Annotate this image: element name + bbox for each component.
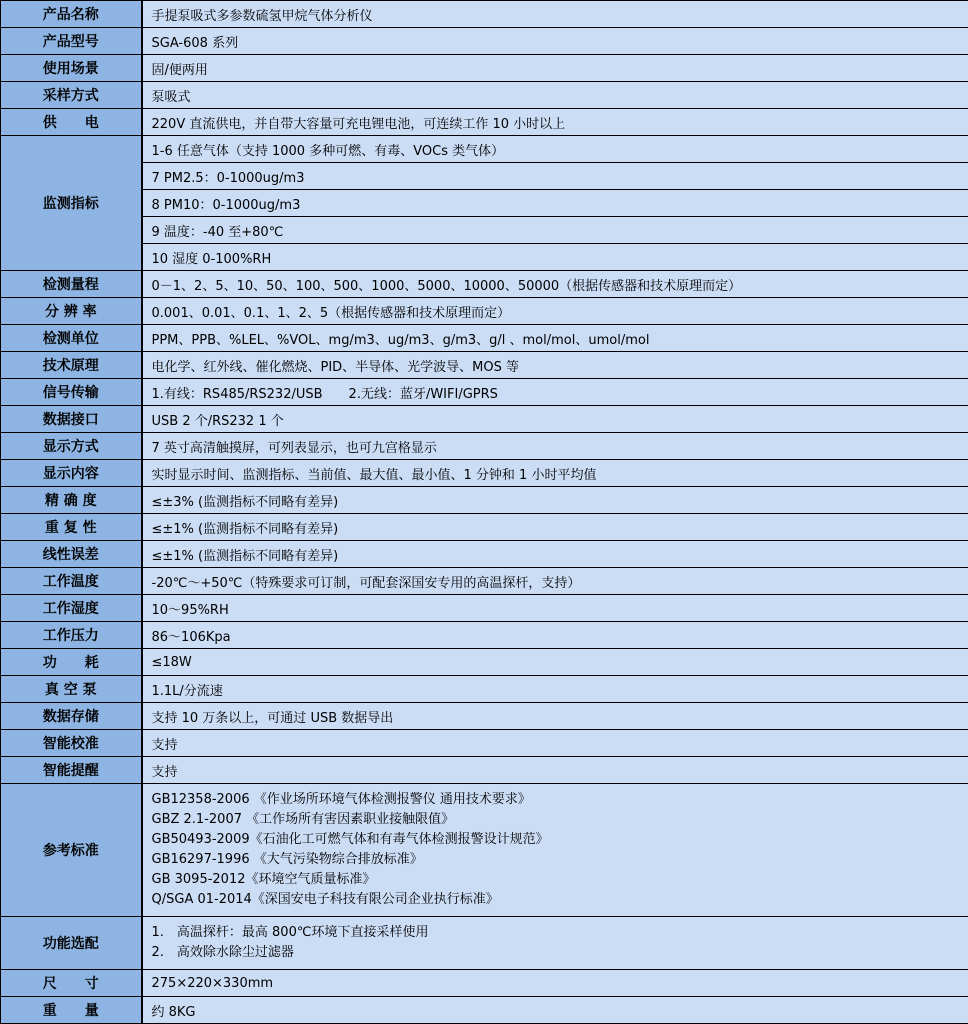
spec-value-line: GB16297-1996 《大气污染物综合排放标准》 <box>152 850 965 870</box>
table-row <box>1 487 968 514</box>
spec-value-line: Q/SGA 01-2014《深国安电子科技有限公司企业执行标准》 <box>152 890 965 910</box>
table-row <box>1 325 968 352</box>
spec-label: 采样方式 <box>1 82 142 109</box>
spec-value: -20℃～+50℃（特殊要求可订制，可配套深国安专用的高温探杆，支持） <box>142 568 968 595</box>
table-row <box>1 244 968 271</box>
spec-value: 275×220×330mm <box>142 970 968 997</box>
spec-label: 供 电 <box>1 109 142 136</box>
spec-value: ≤±3% (监测指标不同略有差异) <box>142 487 968 514</box>
spec-label: 产品名称 <box>1 1 142 28</box>
spec-label: 信号传输 <box>1 379 142 406</box>
spec-label: 监测指标 <box>1 136 142 271</box>
spec-value-line: 2. 高效除水除尘过滤器 <box>152 943 965 963</box>
spec-value: 实时显示时间、监测指标、当前值、最大值、最小值、1 分钟和 1 小时平均值 <box>142 460 968 487</box>
table-row <box>1 217 968 244</box>
spec-value: 支持 <box>142 757 968 784</box>
table-row <box>1 784 968 917</box>
spec-label: 显示内容 <box>1 460 142 487</box>
spec-value: 10 湿度 0-100%RH <box>142 244 968 271</box>
spec-label: 工作湿度 <box>1 595 142 622</box>
spec-value: ≤18W <box>142 649 968 676</box>
spec-label: 线性误差 <box>1 541 142 568</box>
spec-label: 显示方式 <box>1 433 142 460</box>
spec-value: 7 英寸高清触摸屏，可列表显示，也可九宫格显示 <box>142 433 968 460</box>
spec-value: 0.001、0.01、0.1、1、2、5（根据传感器和技术原理而定） <box>142 298 968 325</box>
table-row <box>1 514 968 541</box>
spec-value: PPM、PPB、%LEL、%VOL、mg/m3、ug/m3、g/m3、g/l 、mol/mol、umol/mol <box>142 325 968 352</box>
table-row <box>1 757 968 784</box>
table-row <box>1 433 968 460</box>
table-row <box>1 298 968 325</box>
spec-value-line: GB 3095-2012《环境空气质量标准》 <box>152 870 965 890</box>
table-row <box>1 163 968 190</box>
table-row <box>1 917 968 970</box>
spec-label: 参考标准 <box>1 784 142 917</box>
spec-value: 8 PM10：0-1000ug/m3 <box>142 190 968 217</box>
spec-value: 支持 10 万条以上，可通过 USB 数据导出 <box>142 703 968 730</box>
spec-label: 检测单位 <box>1 325 142 352</box>
spec-value-line: GB12358-2006 《作业场所环境气体检测报警仪 通用技术要求》 <box>152 790 965 810</box>
table-row <box>1 28 968 55</box>
spec-value: 1.有线：RS485/RS232/USB 2.无线：蓝牙/WIFI/GPRS <box>142 379 968 406</box>
spec-value: ≤±1% (监测指标不同略有差异) <box>142 514 968 541</box>
spec-label: 智能校准 <box>1 730 142 757</box>
spec-value-line: 1. 高温探杆：最高 800℃环境下直接采样使用 <box>152 923 965 943</box>
table-row <box>1 352 968 379</box>
spec-value <box>142 784 968 917</box>
spec-label: 产品型号 <box>1 28 142 55</box>
spec-value: ≤±1% (监测指标不同略有差异) <box>142 541 968 568</box>
spec-value: 86～106Kpa <box>142 622 968 649</box>
spec-value: 固/便两用 <box>142 55 968 82</box>
spec-value: 手提泵吸式多参数硫氢甲烷气体分析仪 <box>142 1 968 28</box>
spec-label: 检测量程 <box>1 271 142 298</box>
spec-label: 功 耗 <box>1 649 142 676</box>
spec-label: 精 确 度 <box>1 487 142 514</box>
table-row <box>1 82 968 109</box>
spec-value: 泵吸式 <box>142 82 968 109</box>
spec-label: 工作压力 <box>1 622 142 649</box>
spec-label: 数据接口 <box>1 406 142 433</box>
spec-value-line: GB50493-2009《石油化工可燃气体和有毒气体检测报警设计规范》 <box>152 830 965 850</box>
table-row <box>1 997 968 1024</box>
table-row <box>1 703 968 730</box>
spec-label: 重 复 性 <box>1 514 142 541</box>
spec-label: 尺 寸 <box>1 970 142 997</box>
spec-value: SGA-608 系列 <box>142 28 968 55</box>
table-row <box>1 970 968 997</box>
table-row <box>1 136 968 163</box>
spec-label: 智能提醒 <box>1 757 142 784</box>
spec-label: 工作温度 <box>1 568 142 595</box>
table-row <box>1 1 968 28</box>
spec-label: 功能选配 <box>1 917 142 970</box>
spec-value: 1.1L/分流速 <box>142 676 968 703</box>
table-row <box>1 649 968 676</box>
table-row <box>1 460 968 487</box>
spec-value: 220V 直流供电，并自带大容量可充电锂电池，可连续工作 10 小时以上 <box>142 109 968 136</box>
spec-label: 使用场景 <box>1 55 142 82</box>
spec-table-body <box>1 1 968 1024</box>
spec-value: 9 温度：-40 至+80℃ <box>142 217 968 244</box>
spec-value <box>142 917 968 970</box>
table-row <box>1 55 968 82</box>
table-row <box>1 406 968 433</box>
spec-value: USB 2 个/RS232 1 个 <box>142 406 968 433</box>
spec-value-line: GBZ 2.1-2007 《工作场所有害因素职业接触限值》 <box>152 810 965 830</box>
spec-value: 支持 <box>142 730 968 757</box>
table-row <box>1 676 968 703</box>
table-row <box>1 109 968 136</box>
spec-label: 重 量 <box>1 997 142 1024</box>
table-row <box>1 730 968 757</box>
spec-label: 数据存储 <box>1 703 142 730</box>
spec-value: 约 8KG <box>142 997 968 1024</box>
spec-value: 10～95%RH <box>142 595 968 622</box>
table-row <box>1 595 968 622</box>
spec-label: 分 辨 率 <box>1 298 142 325</box>
spec-value: 7 PM2.5：0-1000ug/m3 <box>142 163 968 190</box>
spec-value: 1-6 任意气体（支持 1000 多种可燃、有毒、VOCs 类气体） <box>142 136 968 163</box>
spec-label: 技术原理 <box>1 352 142 379</box>
table-row <box>1 190 968 217</box>
spec-value: 电化学、红外线、催化燃烧、PID、半导体、光学波导、MOS 等 <box>142 352 968 379</box>
table-row <box>1 568 968 595</box>
table-row <box>1 379 968 406</box>
spec-label: 真 空 泵 <box>1 676 142 703</box>
table-row <box>1 622 968 649</box>
table-row <box>1 541 968 568</box>
spec-value: 0－1、2、5、10、50、100、500、1000、5000、10000、50000（根据传感器和技术原理而定） <box>142 271 968 298</box>
table-row <box>1 271 968 298</box>
